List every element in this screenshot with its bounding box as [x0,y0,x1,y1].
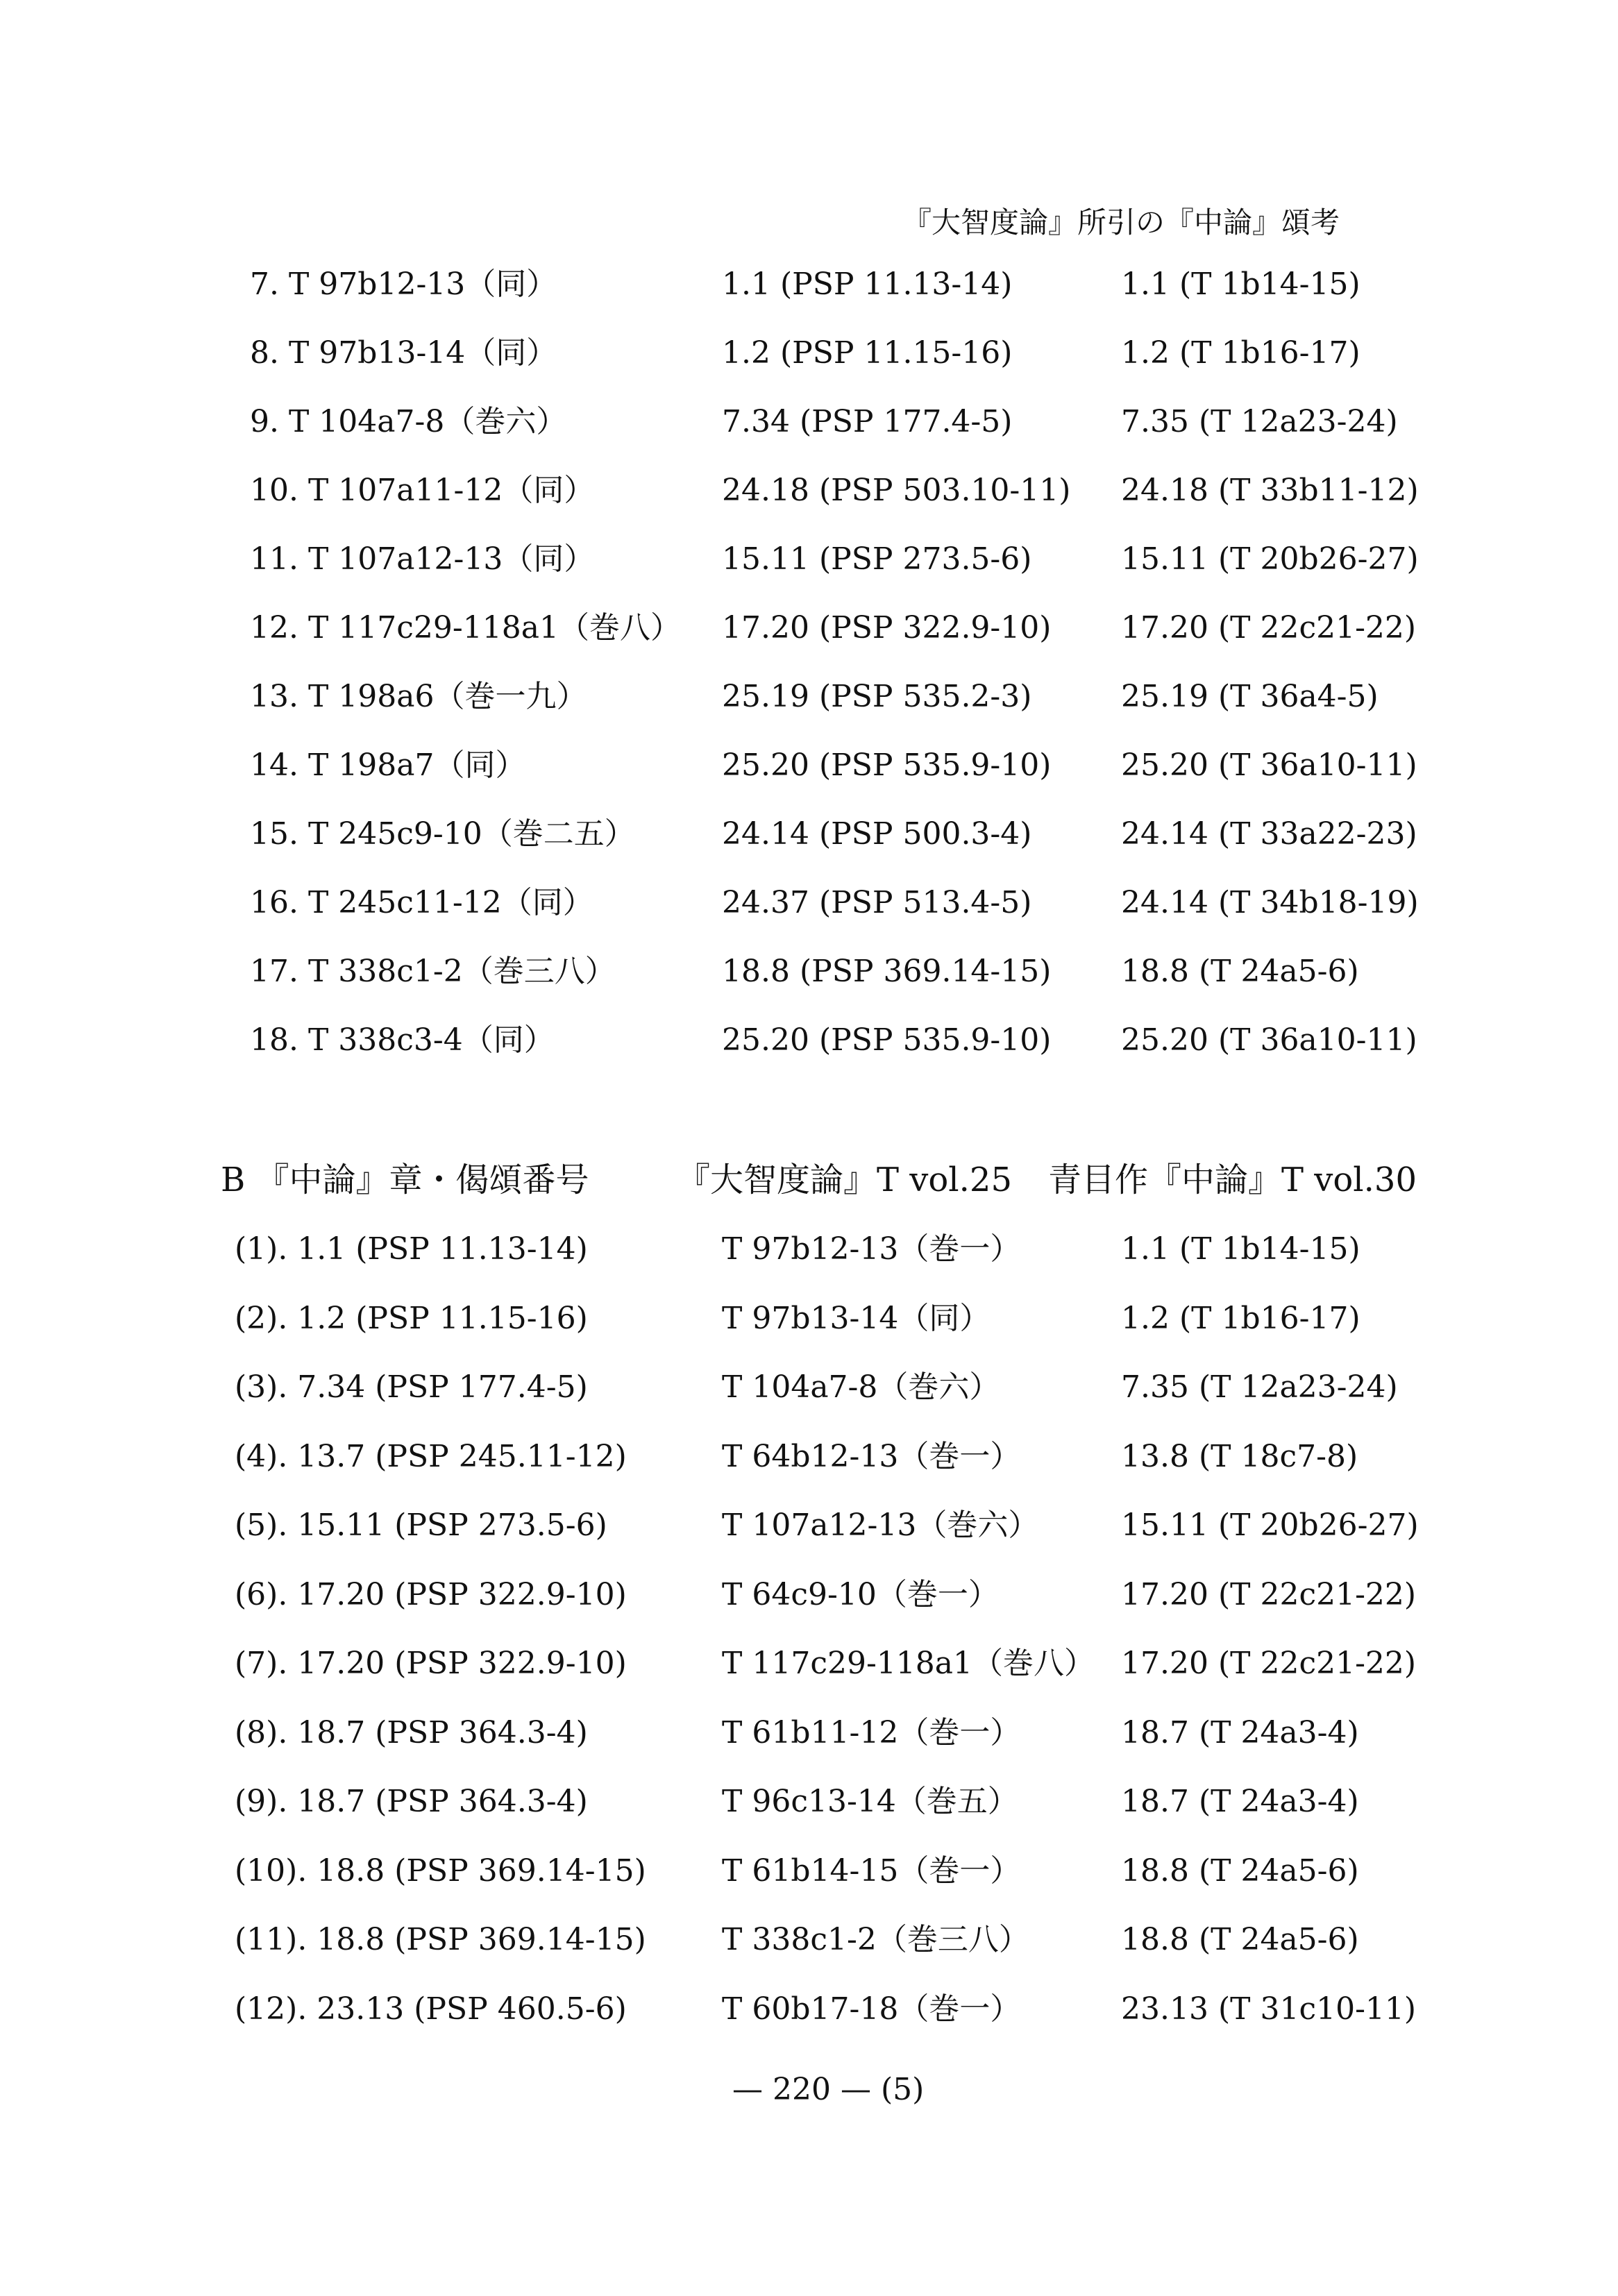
table-cell-col1: (6). 17.20 (PSP 322.9-10) [235,1576,627,1612]
table-cell-col1: (8). 18.7 (PSP 364.3-4) [235,1714,588,1750]
table-cell-col3: 24.14 (T 34b18-19) [1121,885,1419,920]
table-cell-col3: 15.11 (T 20b26-27) [1121,541,1419,577]
table-cell-col1: 14. T 198a7（同） [250,748,526,783]
table-cell-col2: 24.37 (PSP 513.4-5) [722,885,1032,920]
table-cell-col2: 24.14 (PSP 500.3-4) [722,816,1032,852]
table-cell-col2: T 97b13-14（同） [722,1300,991,1336]
table-cell-col3: 7.35 (T 12a23-24) [1121,404,1398,439]
table-row [0,463,1618,518]
table-row [0,1013,1618,1068]
table-cell-col2: T 96c13-14（巻五） [722,1784,1018,1819]
table-cell-col1: (12). 23.13 (PSP 460.5-6) [235,1991,627,2027]
table-row [0,257,1618,312]
table-cell-col2: 1.2 (PSP 11.15-16) [722,335,1013,371]
table-cell-col3: 17.20 (T 22c21-22) [1121,1576,1417,1612]
table-row [0,326,1618,381]
running-head: 『大智度論』所引の『中論』頌考 [902,205,1340,239]
table-cell-col2: 1.1 (PSP 11.13-14) [722,267,1013,302]
table-cell-col1: 18. T 338c3-4（同） [250,1022,555,1058]
table-cell-col1: 13. T 198a6（巻一九） [250,679,587,714]
table-cell-col2: T 104a7-8（巻六） [722,1369,1000,1405]
table-cell-col2: T 338c1-2（巻三八） [722,1922,1029,1957]
table-b-header [0,1152,1618,1208]
table-cell-col2: T 64c9-10（巻一） [722,1576,999,1612]
table-cell-col1: 17. T 338c1-2（巻三八） [250,954,616,989]
table-cell-col2: 24.18 (PSP 503.10-11) [722,473,1071,508]
table-cell-col2: 17.20 (PSP 322.9-10) [722,610,1052,645]
table-cell-col2: 7.34 (PSP 177.4-5) [722,404,1013,439]
table-row [0,600,1618,656]
table-cell-col3: 1.1 (T 1b14-15) [1121,1231,1360,1267]
table-row [0,669,1618,725]
table-row [0,875,1618,931]
table-cell-col1: (7). 17.20 (PSP 322.9-10) [235,1646,627,1681]
table-cell-col3: 18.8 (T 24a5-6) [1121,1922,1359,1957]
table-row [0,944,1618,999]
table-cell-col3: 13.8 (T 18c7-8) [1121,1438,1358,1474]
table-row [0,1843,1618,1899]
table-cell-col3: 17.20 (T 22c21-22) [1121,1646,1417,1681]
table-row [0,1705,1618,1761]
table-cell-col3: 25.19 (T 36a4-5) [1121,679,1379,714]
table-cell-col2: 25.20 (PSP 535.9-10) [722,1022,1052,1058]
table-cell-col3: 1.2 (T 1b16-17) [1121,1300,1360,1336]
table-row [0,1636,1618,1691]
table-cell-col1: (4). 13.7 (PSP 245.11-12) [235,1438,627,1474]
table-cell-col1: (2). 1.2 (PSP 11.15-16) [235,1300,588,1336]
table-cell-col1: 12. T 117c29-118a1（巻八） [250,610,681,645]
table-b-header-col1: B 『中論』章・偈頌番号 [221,1160,589,1199]
table-cell-col3: 1.2 (T 1b16-17) [1121,335,1360,371]
table-row [0,807,1618,862]
table-cell-col1: (9). 18.7 (PSP 364.3-4) [235,1784,588,1819]
table-row [0,1291,1618,1347]
table-cell-col3: 23.13 (T 31c10-11) [1121,1991,1417,2027]
table-cell-col1: 7. T 97b12-13（同） [250,267,557,302]
table-cell-col3: 25.20 (T 36a10-11) [1121,748,1417,783]
table-row [0,1222,1618,1277]
table-cell-col1: 8. T 97b13-14（同） [250,335,557,371]
page-number: — 220 — (5) [732,2072,925,2107]
table-cell-col1: (10). 18.8 (PSP 369.14-15) [235,1852,646,1889]
table-cell-col1: 11. T 107a12-13（同） [250,541,595,577]
table-cell-col3: 15.11 (T 20b26-27) [1121,1508,1419,1543]
table-cell-col3: 25.20 (T 36a10-11) [1121,1022,1417,1058]
table-cell-col2: 15.11 (PSP 273.5-6) [722,541,1032,577]
table-cell-col2: 25.20 (PSP 535.9-10) [722,748,1052,783]
table-cell-col1: (3). 7.34 (PSP 177.4-5) [235,1369,588,1405]
table-row [0,1567,1618,1623]
table-cell-col3: 18.8 (T 24a5-6) [1121,1852,1359,1889]
table-cell-col1: (1). 1.1 (PSP 11.13-14) [235,1231,588,1267]
table-row [0,1360,1618,1415]
table-cell-col1: 16. T 245c11-12（同） [250,885,593,920]
table-row [0,532,1618,587]
table-row [0,1774,1618,1830]
table-cell-col3: 18.7 (T 24a3-4) [1121,1714,1359,1750]
table-cell-col2: T 117c29-118a1（巻八） [722,1646,1095,1681]
table-row [0,1429,1618,1485]
table-b-header-col3: 青目作『中論』T vol.30 [1048,1160,1417,1199]
table-cell-col3: 7.35 (T 12a23-24) [1121,1369,1398,1405]
table-cell-col2: 18.8 (PSP 369.14-15) [722,954,1052,989]
table-cell-col1: 10. T 107a11-12（同） [250,473,595,508]
table-cell-col2: 25.19 (PSP 535.2-3) [722,679,1032,714]
table-cell-col3: 18.8 (T 24a5-6) [1121,954,1359,989]
table-row [0,1912,1618,1968]
table-cell-col2: T 61b14-15（巻一） [722,1852,1021,1889]
table-cell-col1: 9. T 104a7-8（巻六） [250,404,567,439]
table-cell-col2: T 64b12-13（巻一） [722,1438,1021,1474]
table-cell-col1: 15. T 245c9-10（巻二五） [250,816,635,852]
table-row [0,1498,1618,1553]
table-cell-col3: 24.14 (T 33a22-23) [1121,816,1417,852]
table-cell-col3: 18.7 (T 24a3-4) [1121,1784,1359,1819]
table-cell-col1: (11). 18.8 (PSP 369.14-15) [235,1922,646,1957]
table-cell-col2: T 61b11-12（巻一） [722,1714,1021,1750]
table-row [0,738,1618,793]
table-row [0,394,1618,450]
table-cell-col2: T 97b12-13（巻一） [722,1231,1021,1267]
table-b-header-col2: 『大智度論』T vol.25 [677,1160,1012,1199]
table-cell-col1: (5). 15.11 (PSP 273.5-6) [235,1508,607,1543]
table-row [0,1982,1618,2037]
table-cell-col2: T 60b17-18（巻一） [722,1991,1021,2027]
table-cell-col2: T 107a12-13（巻六） [722,1508,1039,1543]
table-cell-col3: 1.1 (T 1b14-15) [1121,267,1360,302]
table-cell-col3: 17.20 (T 22c21-22) [1121,610,1417,645]
table-cell-col3: 24.18 (T 33b11-12) [1121,473,1419,508]
